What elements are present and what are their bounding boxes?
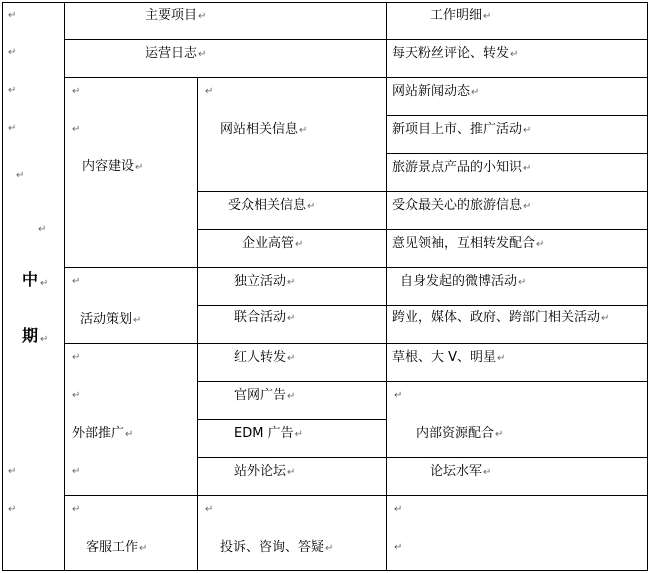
ops-log-item: 运营日志↵	[145, 46, 207, 61]
paragraph-mark: ↵	[72, 86, 81, 97]
ops-log-detail: 每天粉丝评论、转发↵	[392, 46, 519, 61]
official-site-ad-subitem: 官网广告↵	[234, 388, 296, 403]
paragraph-mark: ↵	[72, 352, 81, 363]
section-label-second-char: 期	[22, 326, 39, 345]
influencer-repost-subitem: 红人转发↵	[234, 350, 296, 365]
row-divider	[64, 39, 648, 40]
campaign-planning-item: 活动策划↵	[80, 312, 142, 327]
paragraph-mark: ↵	[40, 278, 49, 289]
site-info-subitem: 网站相关信息↵	[220, 122, 308, 137]
paragraph-mark: ↵	[8, 85, 17, 96]
row-divider	[64, 267, 648, 268]
paragraph-mark: ↵	[72, 466, 81, 477]
site-detail-new-projects: 新项目上市、推广活动↵	[392, 122, 532, 137]
paragraph-mark: ↵	[205, 504, 214, 515]
edm-ad-subitem: EDM 广告↵	[234, 426, 303, 441]
paragraph-mark: ↵	[205, 86, 214, 97]
column-divider	[197, 77, 198, 571]
row-divider	[197, 419, 386, 420]
table-border-right	[647, 2, 648, 571]
row-divider	[64, 343, 648, 344]
executives-subitem: 企业高管↵	[242, 236, 304, 251]
row-divider	[64, 495, 648, 496]
paragraph-mark: ↵	[40, 334, 49, 345]
internal-resources-detail: 内部资源配合↵	[416, 426, 504, 441]
independent-campaign-subitem: 独立活动↵	[234, 274, 296, 289]
table-border-top	[2, 2, 648, 3]
paragraph-mark: ↵	[8, 466, 17, 477]
offsite-forum-subitem: 站外论坛↵	[234, 464, 296, 479]
row-divider	[197, 191, 648, 192]
paragraph-mark: ↵	[394, 542, 403, 553]
header-main-item: 主要项目↵	[145, 8, 207, 23]
paragraph-mark: ↵	[72, 276, 81, 287]
external-promotion-item: 外部推广↵	[72, 426, 134, 441]
paragraph-mark: ↵	[16, 170, 25, 181]
audience-info-subitem: 受众相关信息↵	[228, 198, 316, 213]
row-divider	[197, 305, 648, 306]
table-border-bottom	[2, 570, 648, 571]
row-divider	[64, 77, 648, 78]
paragraph-mark: ↵	[8, 504, 17, 515]
row-divider	[197, 457, 648, 458]
influencer-repost-detail: 草根、大 V、明星↵	[392, 350, 506, 365]
column-divider	[64, 2, 65, 571]
row-divider	[197, 229, 648, 230]
row-divider	[386, 115, 648, 116]
paragraph-mark: ↵	[72, 124, 81, 135]
column-divider	[386, 2, 387, 571]
offsite-forum-detail: 论坛水军↵	[430, 464, 492, 479]
paragraph-mark: ↵	[8, 47, 17, 58]
paragraph-mark: ↵	[394, 390, 403, 401]
paragraph-mark: ↵	[72, 504, 81, 515]
joint-campaign-detail: 跨业，媒体、政府、跨部门相关活动↵	[392, 310, 610, 325]
paragraph-mark: ↵	[38, 224, 47, 235]
customer-service-subitem: 投诉、咨询、答疑↵	[220, 540, 334, 555]
table-border-left	[2, 2, 3, 571]
row-divider	[197, 381, 648, 382]
work-plan-table	[2, 2, 648, 571]
site-detail-tips: 旅游景点产品的小知识↵	[392, 160, 532, 175]
audience-info-detail: 受众最关心的旅游信息↵	[392, 198, 532, 213]
section-label-first-char: 中	[22, 270, 39, 289]
paragraph-mark: ↵	[8, 10, 17, 21]
header-work-detail: 工作明细↵	[430, 8, 492, 23]
paragraph-mark: ↵	[394, 504, 403, 515]
content-building-item: 内容建设↵	[82, 159, 144, 174]
joint-campaign-subitem: 联合活动↵	[234, 310, 296, 325]
independent-campaign-detail: 自身发起的微博活动↵	[400, 274, 527, 289]
paragraph-mark: ↵	[72, 390, 81, 401]
site-detail-news: 网站新闻动态↵	[392, 84, 480, 99]
paragraph-mark: ↵	[8, 123, 17, 134]
executives-detail: 意见领袖，互相转发配合↵	[392, 236, 545, 251]
customer-service-item: 客服工作↵	[86, 540, 148, 555]
row-divider	[386, 153, 648, 154]
